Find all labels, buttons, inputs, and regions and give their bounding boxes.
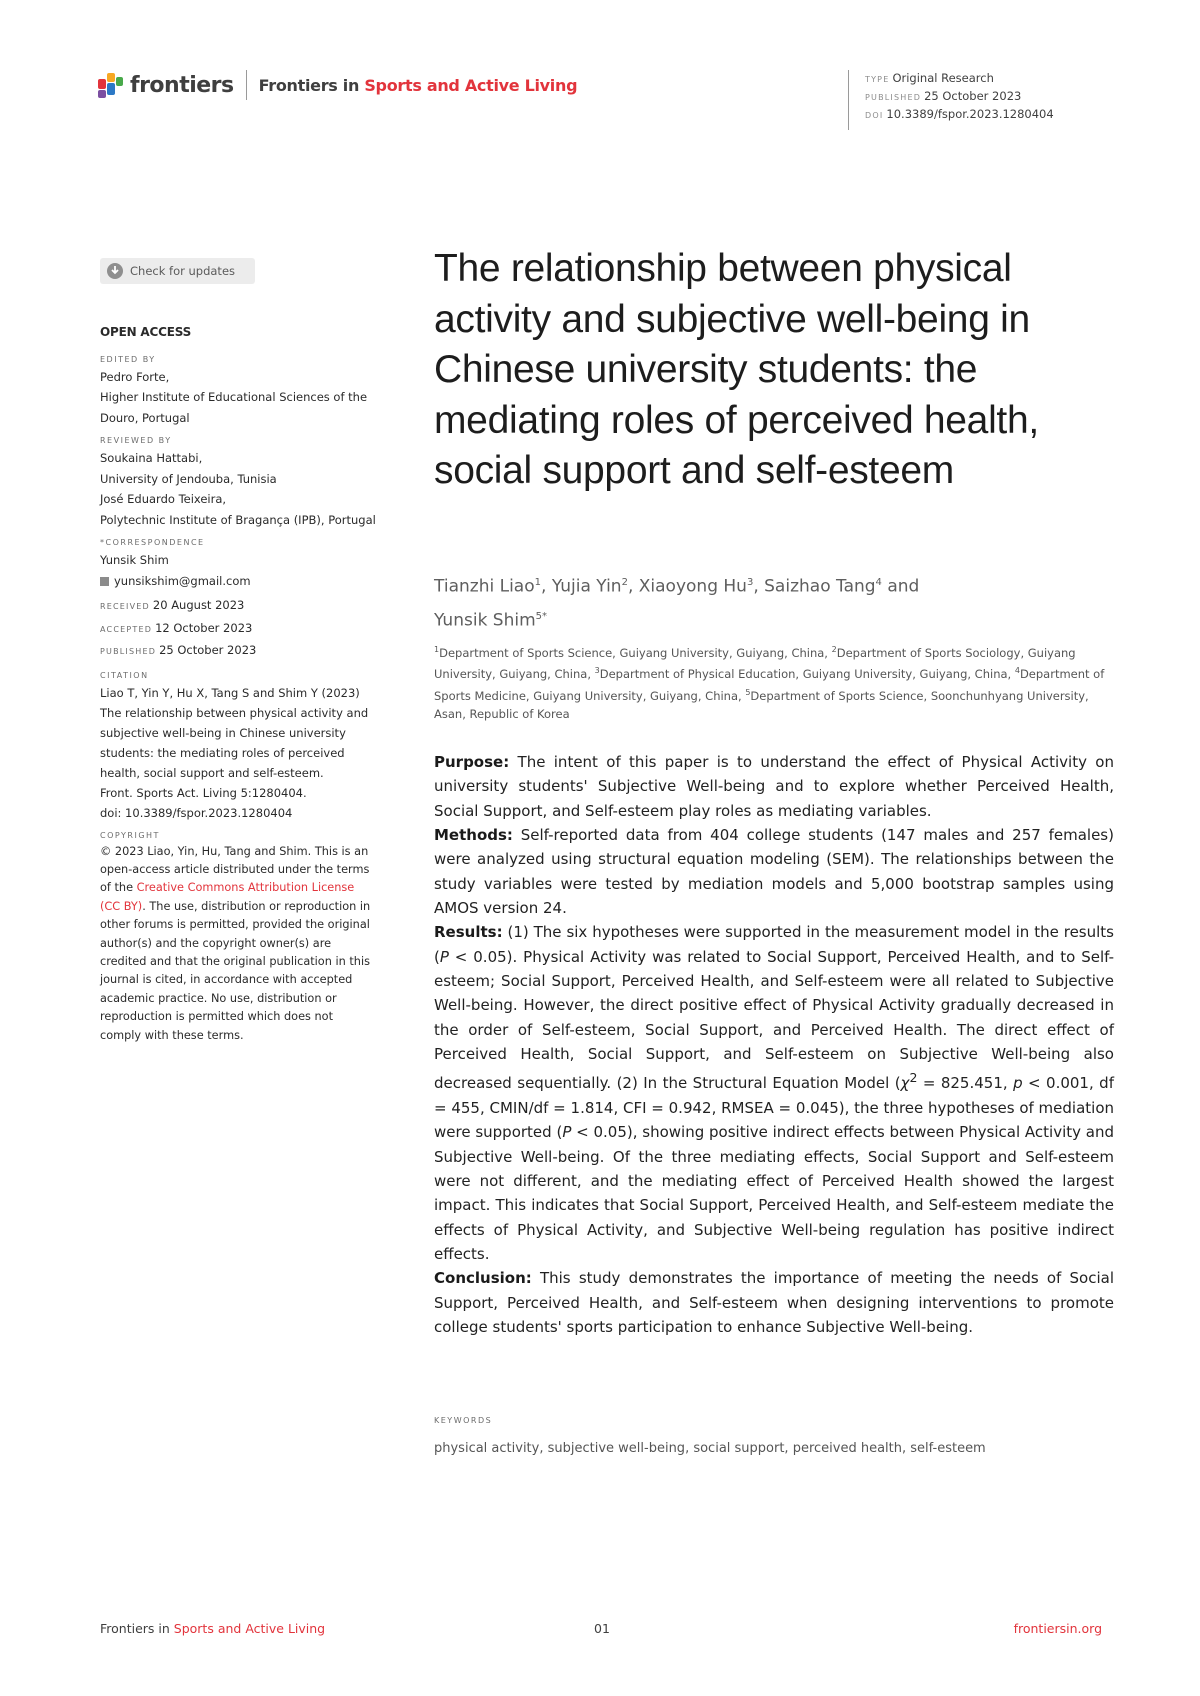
- author-affiliation-marker: 4: [875, 577, 882, 588]
- affiliation-text: Department of Physical Education, Guiyang University, Guiyang, China,: [599, 667, 1015, 682]
- check-for-updates-button[interactable]: [100, 258, 255, 284]
- journal-title: [259, 76, 578, 95]
- affiliation-marker: 1: [434, 645, 440, 654]
- page-number: 01: [594, 1621, 610, 1636]
- citation-text: Liao T, Yin Y, Hu X, Tang S and Shim Y (2023) The relationship between physical activity and subjective well-being in Chinese university students: the mediating roles of perceived health, social support and self-esteem. Front. Sports Act. Living 5:1280404. doi: 10.3389/fspor.2023.1280404: [100, 685, 369, 820]
- footer-journal[interactable]: Frontiers in Sports and Active Living: [100, 1621, 326, 1636]
- footer-site-link[interactable]: frontiersin.org: [1013, 1621, 1102, 1636]
- author-separator: and: [881, 576, 925, 597]
- reviewer-line: University of Jendouba, Tunisia: [100, 471, 277, 486]
- affiliation-marker: 5: [745, 687, 751, 697]
- reviewer-line: Polytechnic Institute of Bragança (IPB), Portugal: [100, 512, 376, 527]
- accepted-date: ACCEPTED 12 October 2023: [100, 620, 253, 635]
- reviewer-line: Soukaina Hattabi,: [100, 451, 203, 465]
- frontiers-logo-icon: [98, 71, 124, 99]
- edited-by-label: EDITED BY: [100, 354, 156, 364]
- author-affiliation-marker: 1: [534, 577, 541, 588]
- article-sidebar: [100, 322, 408, 1045]
- affiliation-text: Department of Sports Science, Soonchunhyang University, Asan, Republic of Korea: [434, 688, 1089, 722]
- affiliation-marker: 2: [831, 645, 837, 654]
- copyright-text: © 2023 Liao, Yin, Hu, Tang and Shim. This is an open-access article distributed under the terms of the Creative Commons Attribution License (CC BY). The use, distribution or reproduction in other forums is permitted, provided the original author(s) and the copyright owner(s) are credited and that the original publication in this journal is cited, in accordance with accepted academic practice. No use, distribution or reproduction is permitted which does not comply with these terms.: [100, 844, 371, 1042]
- affiliation-marker: 4: [1014, 666, 1020, 676]
- update-icon: [106, 262, 124, 280]
- article-title: The relationship between physical activity and subjective well-being in Chinese university students: the mediating roles of perceived health, social support and self-esteem: [434, 247, 1039, 492]
- abstract: [434, 750, 1114, 1339]
- editor-line: Pedro Forte,: [100, 369, 170, 384]
- published-date: PUBLISHED 25 October 2023: [100, 643, 257, 657]
- meta-doi[interactable]: DOI 10.3389/fspor.2023.1280404: [865, 107, 1054, 121]
- author-name[interactable]: Yunsik Shim: [434, 610, 536, 631]
- reviewer-line: José Eduardo Teixeira,: [100, 492, 227, 506]
- author-name[interactable]: Saizhao Tang: [764, 576, 876, 597]
- header-divider: [246, 70, 247, 100]
- author-separator: ,: [541, 576, 552, 597]
- author-separator: ,: [753, 576, 765, 597]
- affiliations: [434, 641, 1114, 724]
- check-for-updates-label: Check for updates: [130, 264, 236, 278]
- author-affiliation-marker: 3: [746, 577, 754, 588]
- correspondence-email[interactable]: yunsikshim@gmail.com: [100, 571, 408, 592]
- abstract-methods: Methods: Self-reported data from 404 college students (147 males and 257 females) were analyzed using structural equation modeling (SEM). The relationships between the study variables were tested by mediation models and 5,000 bootstrap samples using AMOS version 24.: [434, 826, 1114, 918]
- affiliation-marker: 3: [594, 666, 600, 676]
- journal-name: Sports and Active Living: [364, 75, 578, 95]
- correspondence-label: *CORRESPONDENCE: [100, 538, 205, 547]
- abstract-purpose: Purpose: The intent of this paper is to understand the effect of Physical Activity on university students' Subjective Well-being and to explore whether Perceived Health, Social Support, and Self-esteem play roles as mediating variables.: [434, 753, 1114, 820]
- reviewed-by-label: REVIEWED BY: [100, 436, 172, 445]
- author-name[interactable]: Tianzhi Liao: [434, 576, 535, 597]
- received-date: RECEIVED 20 August 2023: [100, 598, 245, 612]
- author-name[interactable]: Xiaoyong Hu: [638, 576, 747, 597]
- logo-wordmark: frontiers: [130, 72, 234, 98]
- abstract-results: Results: (1) The six hypotheses were supported in the measurement model in the results (P < 0.05). Physical Activity was related to Social Support, Perceived Health, and to Self-esteem; Social Support, Perceived Health, and Self-esteem were all related to Subjective Well-being. However, the direct positive effect of Physical Activity gradually decreased in the order of Self-esteem, Social Support, and Perceived Health. The direct effect of Perceived Health, Social Support, and Self-esteem on Subjective Well-being also decreased sequentially. (2) In the Structural Equation Model ($\chi^2 = 825.451$, p < 0.001, df = 455, CMIN/df = 1.814, CFI = 0.942, RMSEA = 0.045), the three hypotheses of mediation were supported (P < 0.05), showing positive indirect effects between Physical Activity and Subjective Well-being. Of the three mediating effects, Social Support and Self-esteem were not different, and the mediating effect of Perceived Health showed the largest impact. This indicates that Social Support, Perceived Health, and Self-esteem mediate the effects of Physical Activity, and Subjective Well-being regulation has positive indirect effects.: [434, 923, 1115, 1263]
- cc-by-link[interactable]: (CC BY): [100, 899, 143, 913]
- frontiers-logo[interactable]: [98, 70, 577, 100]
- abstract-conclusion: Conclusion: This study demonstrates the importance of meeting the needs of Social Support, Perceived Health, and Self-esteem when designing interventions to promote college students' sports participation to enhance Subjective Well-being.: [434, 1269, 1114, 1336]
- affiliation-text: Department of Sports Medicine, Guiyang University, Guiyang, China,: [434, 667, 1105, 703]
- affiliation-text: Department of Sports Science, Guiyang University, Guiyang, China,: [439, 645, 832, 660]
- keywords-label: KEYWORDS: [434, 1416, 493, 1425]
- author-name[interactable]: Yujia Yin: [551, 576, 622, 597]
- editor-line: Douro, Portugal: [100, 410, 190, 425]
- affiliation-text: Department of Sports Sociology, Guiyang University, Guiyang, China,: [434, 645, 1076, 682]
- cc-license-link[interactable]: Creative Commons Attribution License: [136, 881, 355, 895]
- author-separator: ,: [627, 576, 639, 597]
- author-list: [434, 568, 1114, 635]
- meta-published: PUBLISHED 25 October 2023: [865, 89, 1022, 103]
- author-affiliation-marker: 5*: [535, 610, 548, 622]
- mail-icon: [100, 577, 109, 586]
- journal-prefix: Frontiers in: [258, 75, 365, 95]
- correspondence-name: Yunsik Shim: [100, 553, 169, 567]
- keywords-text: physical activity, subjective well-being, social support, perceived health, self-esteem: [434, 1441, 986, 1456]
- copyright-label: COPYRIGHT: [100, 830, 160, 840]
- author-affiliation-marker: 2: [621, 577, 628, 588]
- citation-label: CITATION: [100, 670, 149, 680]
- meta-type: TYPE Original Research: [865, 71, 994, 85]
- open-access-label: OPEN ACCESS: [100, 325, 192, 339]
- article-meta: [848, 70, 1054, 130]
- editor-line: Higher Institute of Educational Sciences of the: [100, 390, 368, 404]
